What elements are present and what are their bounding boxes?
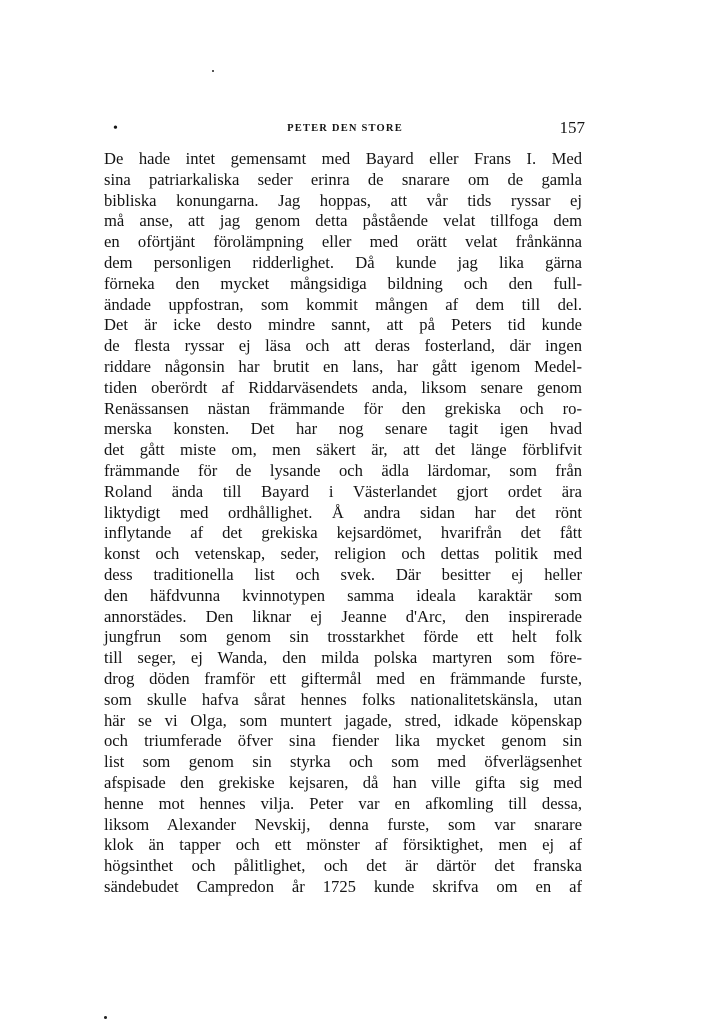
text-line: till seger, ej Wanda, den milda polska martyren som före- xyxy=(104,648,582,668)
text-line: tiden oberördt af Riddarväsendets anda, liksom senare genom xyxy=(104,377,582,397)
text-line: det gått miste om, men säkert är, att det länge förblifvit xyxy=(104,440,582,460)
text-line: ändade uppfostran, som kommit mången af dem till del. xyxy=(104,294,582,314)
text-line: främmande för de lysande och ädla lärdomar, som från xyxy=(104,460,582,480)
text-line: må anse, att jag genom detta påstående velat tillfoga dem xyxy=(104,211,582,231)
text-line: afspisade den grekiske kejsaren, då han ville gifta sig med xyxy=(104,772,582,792)
running-title: PETER DEN STORE xyxy=(287,123,403,134)
text-line: sändebudet Campredon år 1725 kunde skrifva om en af xyxy=(104,876,582,896)
header-bullet: • xyxy=(113,121,118,136)
text-line: här se vi Olga, som muntert jagade, stred, idkade köpenskap xyxy=(104,710,582,730)
text-line: förneka den mycket mångsidiga bildning och den full- xyxy=(104,273,582,293)
text-line: merska konsten. Det har nog senare tagit igen hvad xyxy=(104,419,582,439)
text-line: som skulle hafva sårat hennes folks nationalitetskänsla, utan xyxy=(104,689,582,709)
text-line: drog döden framför ett giftermål med en främmande furste, xyxy=(104,668,582,688)
text-line: henne mot hennes vilja. Peter var en afkomling till dessa, xyxy=(104,793,582,813)
text-line: inflytande af det grekiska kejsardömet, hvarifrån det fått xyxy=(104,523,582,543)
text-line: en oförtjänt förolämpning eller med orätt velat frånkänna xyxy=(104,232,582,252)
running-header xyxy=(105,118,585,140)
text-line: jungfrun som genom sin trosstarkhet förde ett helt folk xyxy=(104,627,582,647)
text-line: Roland ända till Bayard i Västerlandet gjort ordet ära xyxy=(104,481,582,501)
text-line: De hade intet gemensamt med Bayard eller Frans I. Med xyxy=(104,149,582,168)
text-line: liksom Alexander Nevskij, denna furste, som var snarare xyxy=(104,814,582,834)
ink-speck xyxy=(104,1016,107,1019)
text-line: högsinthet och pålitlighet, och det är därtör det franska xyxy=(104,856,582,876)
text-line: liktydigt med ordhållighet. Å andra sidan har det rönt xyxy=(104,502,582,522)
text-line: bibliska konungarna. Jag hoppas, att vår tids ryssar ej xyxy=(104,190,582,210)
ink-speck xyxy=(212,70,214,72)
text-line: de flesta ryssar ej läsa och att deras fosterland, där ingen xyxy=(104,336,582,356)
text-line: annorstädes. Den liknar ej Jeanne d'Arc, den inspirerade xyxy=(104,606,582,626)
text-line: och triumferade öfver sina fiender lika mycket genom sin xyxy=(104,731,582,751)
text-line: konst och vetenskap, seder, religion och dettas politik med xyxy=(104,544,582,564)
text-line: Renässansen nästan främmande för den grekiska och ro- xyxy=(104,398,582,418)
text-line: sina patriarkaliska seder erinra de snarare om de gamla xyxy=(104,169,582,189)
page-number: 157 xyxy=(559,118,585,137)
text-line: riddare någonsin har brutit en lans, har gått igenom Medel- xyxy=(104,356,582,376)
text-line: Det är icke desto mindre sannt, att på Peters tid kunde xyxy=(104,315,582,335)
body-text xyxy=(104,149,582,898)
text-line: klok än tapper och ett mönster af försiktighet, men ej af xyxy=(104,835,582,855)
text-line: dem personligen ridderlighet. Då kunde jag lika gärna xyxy=(104,252,582,272)
text-line: list som genom sin styrka och som med öfverlägsenhet xyxy=(104,752,582,772)
text-line: dess traditionella list och svek. Där besitter ej heller xyxy=(104,564,582,584)
text-line: den häfdvunna kvinnotypen samma ideala karaktär som xyxy=(104,585,582,605)
